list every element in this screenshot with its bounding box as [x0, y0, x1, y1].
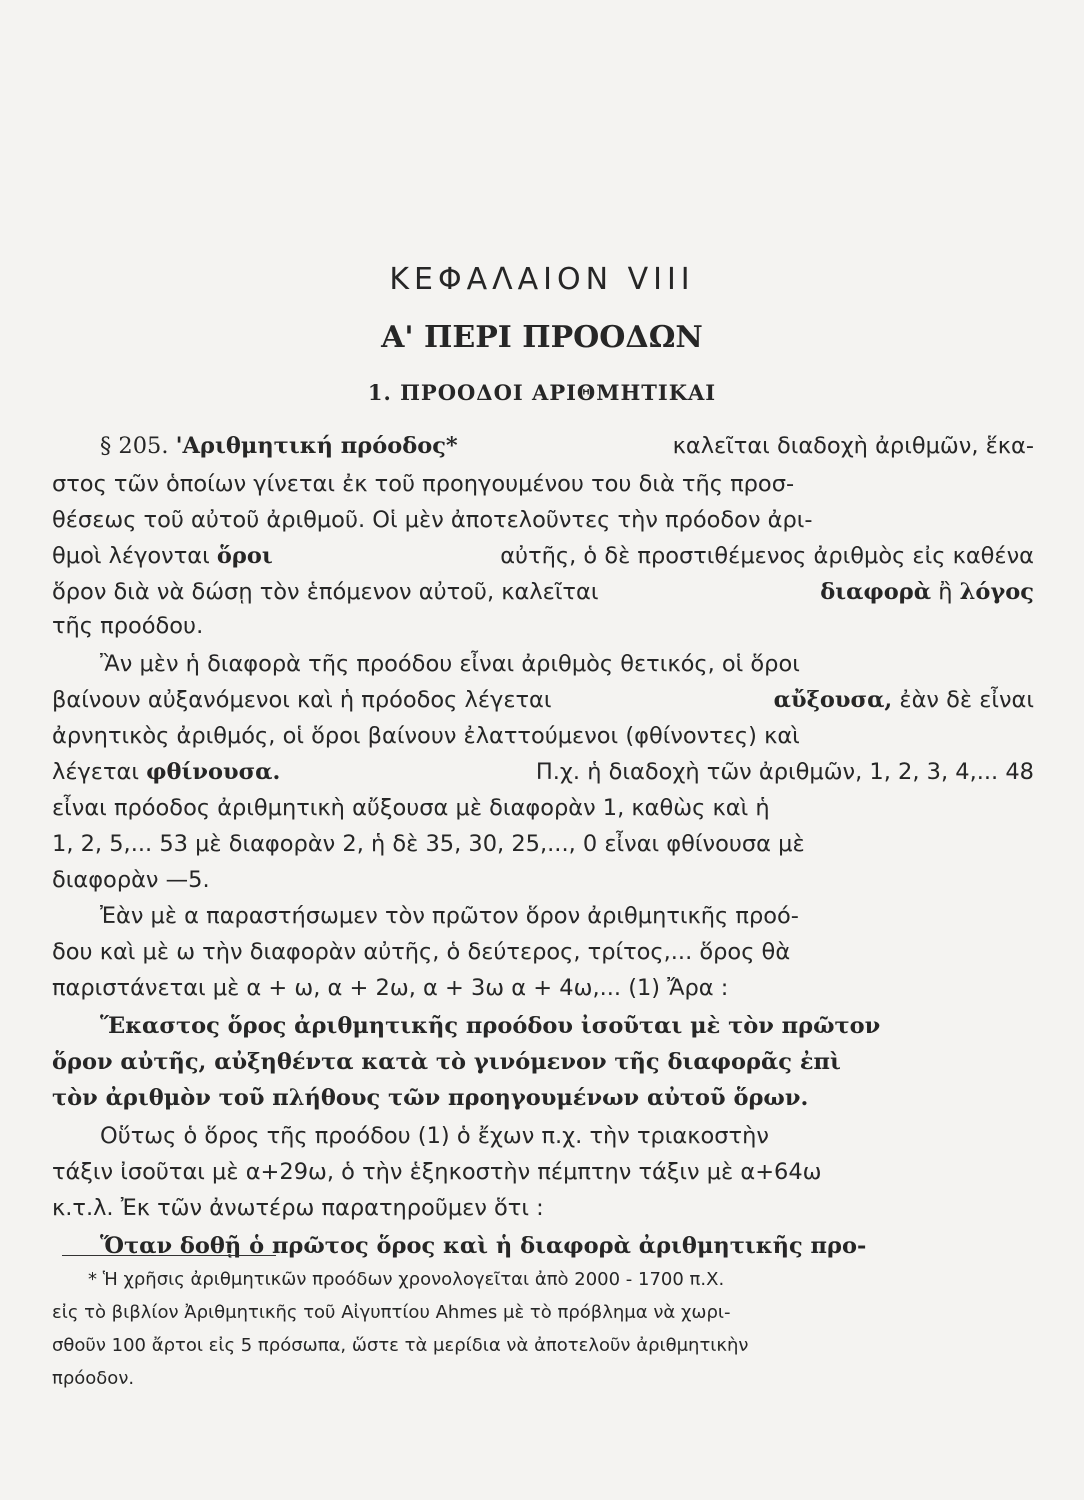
text-line: Ἐὰν μὲ α παραστήσωμεν τὸν πρῶτον ὅρον ἀριθμητικῆς προό-	[100, 903, 799, 929]
text-line: τῆς προόδου.	[52, 613, 204, 639]
text-fragment: ἢ	[931, 579, 960, 605]
footnote-line: * Ἡ χρῆσις ἀριθμητικῶν προόδων χρονολογεῖται ἀπὸ 2000 - 1700 π.Χ.	[88, 1269, 725, 1290]
text-line: 1, 2, 5,... 53 μὲ διαφορὰν 2, ἡ δὲ 35, 30, 25,..., 0 εἶναι φθίνουσα μὲ	[52, 831, 805, 857]
footnote-line: σθοῦν 100 ἄρτοι εἰς 5 πρόσωπα, ὥστε τὰ μερίδια νὰ ἀποτελοῦν ἀριθμητικὴν	[52, 1335, 749, 1356]
rule-text-line: ὅρον αὐτῆς, αὐξηθέντα κατὰ τὸ γινόμενον τῆς διαφορᾶς ἐπὶ	[52, 1049, 841, 1075]
rule-text-line: Ὅταν δοθῇ ὁ πρῶτος ὅρος καὶ ἡ διαφορὰ ἀριθμητικῆς προ-	[100, 1233, 867, 1259]
chapter-heading: ΚΕΦΑΛΑΙΟΝ VIII	[389, 262, 695, 297]
text-fragment: θμοὶ λέγονται	[52, 543, 217, 569]
text-fragment: λέγεται	[52, 759, 147, 785]
term-terms: ὅροι	[216, 543, 273, 569]
term-ratio: λόγος	[959, 579, 1034, 605]
text-line	[52, 754, 1034, 790]
text-line	[52, 682, 1034, 718]
term-increasing: αὔξουσα,	[773, 687, 893, 713]
text-fragment: Π.χ. ἡ διαδοχὴ τῶν ἀριθμῶν, 1, 2, 3, 4,... 48	[528, 759, 1034, 785]
text-line: κ.τ.λ. Ἐκ τῶν ἀνωτέρω παρατηροῦμεν ὅτι :	[52, 1195, 544, 1221]
subsection-heading: 1. ΠΡΟΟΔΟΙ ΑΡΙΘΜΗΤΙΚΑΙ	[367, 380, 717, 405]
text-line: στος τῶν ὁποίων γίνεται ἐκ τοῦ προηγουμένου του διὰ τῆς προσ-	[52, 471, 795, 497]
text-line: παριστάνεται μὲ α + ω, α + 2ω, α + 3ω α + 4ω,... (1) Ἄρα :	[52, 975, 729, 1001]
text-line: θέσεως τοῦ αὐτοῦ ἀριθμοῦ. Οἱ μὲν ἀποτελοῦντες τὴν πρόοδον ἀρι-	[52, 507, 813, 533]
rule-text-line: Ἕκαστος ὅρος ἀριθμητικῆς προόδου ἰσοῦται μὲ τὸν πρῶτον	[100, 1013, 881, 1039]
text-line: Οὕτως ὁ ὅρος τῆς προόδου (1) ὁ ἔχων π.χ. τὴν τριακοστὴν	[100, 1123, 769, 1149]
text-line	[100, 428, 1034, 464]
text-fragment: ἐὰν δὲ εἶναι	[892, 687, 1034, 713]
paragraph-number: § 205.	[100, 433, 176, 459]
text-line: εἶναι πρόοδος ἀριθμητικὴ αὔξουσα μὲ διαφορὰν 1, καθὼς καὶ ἡ	[52, 795, 770, 821]
text-fragment: ὅρον διὰ νὰ δώσῃ τὸν ἑπόμενον αὐτοῦ, καλεῖται	[52, 579, 606, 605]
term-arithmetic-progression: 'Αριθμητική πρόοδος*	[175, 433, 458, 459]
text-fragment: βαίνουν αὐξανόμενοι καὶ ἡ πρόοδος λέγεται	[52, 687, 559, 713]
rule-text-line: τὸν ἀριθμὸν τοῦ πλήθους τῶν προηγουμένων αὐτοῦ ὅρων.	[52, 1085, 809, 1111]
section-heading: Α' ΠΕΡΙ ΠΡΟΟΔΩΝ	[381, 320, 703, 355]
text-line: Ἂν μὲν ἡ διαφορὰ τῆς προόδου εἶναι ἀριθμὸς θετικός, οἱ ὅροι	[100, 651, 800, 677]
footnote-line: εἰς τὸ βιβλίον Ἀριθμητικῆς τοῦ Αἰγυπτίου Ahmes μὲ τὸ πρόβλημα νὰ χωρι-	[52, 1302, 731, 1323]
text-line: τάξιν ἰσοῦται μὲ α+29ω, ὁ τὴν ἑξηκοστὴν πέμπτην τάξιν μὲ α+64ω	[52, 1159, 822, 1185]
footnote-divider	[62, 1255, 276, 1256]
term-difference: διαφορὰ	[820, 579, 932, 605]
text-fragment: καλεῖται διαδοχὴ ἀριθμῶν, ἕκα-	[665, 433, 1034, 459]
footnote-line: πρόοδον.	[52, 1368, 135, 1389]
text-fragment: αὐτῆς, ὁ δὲ προστιθέμενος ἀριθμὸς εἰς καθένα	[493, 543, 1034, 569]
text-line	[52, 538, 1034, 574]
term-decreasing: φθίνουσα.	[146, 759, 281, 785]
text-line: ἀρνητικὸς ἀριθμός, οἱ ὅροι βαίνουν ἐλαττούμενοι (φθίνοντες) καὶ	[52, 723, 800, 749]
text-line: δου καὶ μὲ ω τὴν διαφορὰν αὐτῆς, ὁ δεύτερος, τρίτος,... ὅρος θὰ	[52, 939, 791, 965]
text-line	[52, 574, 1034, 610]
text-line: διαφορὰν —5.	[52, 867, 210, 893]
